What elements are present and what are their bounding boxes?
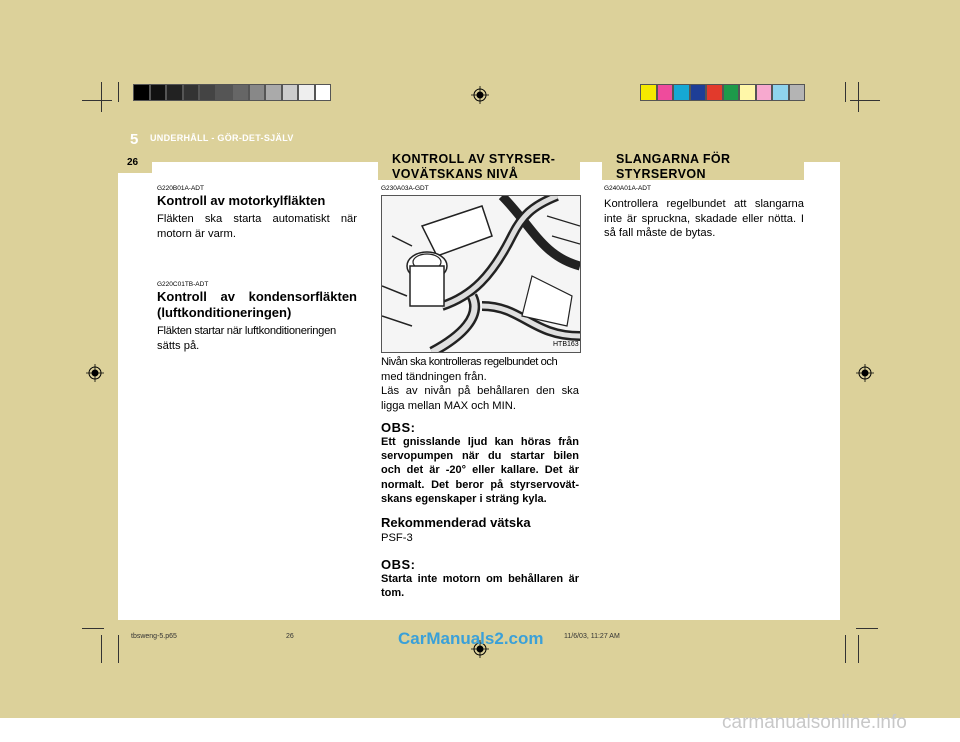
crop-mark <box>118 635 119 663</box>
ref-code: G220B01A-ADT <box>157 185 204 192</box>
calibration-swatch <box>183 84 200 101</box>
watermark-carmanuals: CarManuals2.com <box>398 629 544 648</box>
calibration-swatch <box>199 84 216 101</box>
calibration-swatch <box>166 84 183 101</box>
text-line: Nivån ska kontrolleras regelbundet och <box>381 356 558 368</box>
section-header-steering-fluid <box>392 152 555 182</box>
heading-recommended-fluid: Rekommenderad vätska <box>381 515 531 530</box>
calibration-swatch <box>282 84 299 101</box>
heading-line: (luftkonditioneringen) <box>157 305 292 320</box>
registration-mark-icon <box>856 364 874 382</box>
paragraph <box>381 355 579 413</box>
color-calibration-strip <box>640 84 805 101</box>
header-line: VOVÄTSKANS NIVÅ <box>392 167 519 181</box>
text-line: Starta inte motorn om behållaren är <box>381 573 579 585</box>
ref-code: G220C01TB-ADT <box>157 281 209 288</box>
text-line: Läs av nivån på behållaren den ska <box>381 385 579 397</box>
crop-mark <box>856 628 878 629</box>
paragraph <box>604 197 804 241</box>
calibration-swatch <box>657 84 674 101</box>
calibration-swatch <box>315 84 332 101</box>
header-line: KONTROLL AV STYRSER- <box>392 152 556 166</box>
calibration-swatch <box>265 84 282 101</box>
calibration-swatch <box>723 84 740 101</box>
calibration-swatch <box>133 84 150 101</box>
text-line: servopumpen när du startar bilen <box>381 450 579 463</box>
calibration-swatch <box>249 84 266 101</box>
paragraph <box>157 324 357 353</box>
crop-mark <box>82 628 104 629</box>
calibration-swatch <box>772 84 789 101</box>
calibration-swatch <box>706 84 723 101</box>
watermark-carmanualsonline: carmanualsonline.info <box>722 712 907 733</box>
image-label: HTB163 <box>553 341 579 348</box>
ref-code: G230A03A-GDT <box>381 185 429 192</box>
text-line: motorn är varm. <box>157 227 236 240</box>
heading-condenser-fan <box>157 289 357 321</box>
text-line: ligga mellan MAX och MIN. <box>381 399 516 412</box>
calibration-swatch <box>690 84 707 101</box>
power-steering-reservoir-drawing <box>382 196 580 352</box>
heading-line: Kontroll av kondensorfläkten <box>157 289 357 304</box>
calibration-swatch <box>150 84 167 101</box>
note-label: OBS: <box>381 557 416 572</box>
page-number-tab <box>90 155 152 173</box>
section-title: UNDERHÅLL - GÖR-DET-SJÄLV <box>150 133 294 143</box>
calibration-swatch <box>756 84 773 101</box>
crop-mark <box>101 82 102 112</box>
registration-mark-icon <box>86 364 104 382</box>
calibration-swatch <box>640 84 657 101</box>
footer-timestamp: 11/6/03, 11:27 AM <box>564 633 620 640</box>
calibration-swatch <box>216 84 233 101</box>
text-line: tom. <box>381 587 405 600</box>
crop-mark <box>118 82 119 102</box>
calibration-swatch <box>298 84 315 101</box>
crop-mark <box>850 100 880 101</box>
calibration-swatch <box>789 84 806 101</box>
section-header-hoses <box>616 152 730 182</box>
text-line: Fläkten ska starta automatiskt när <box>157 213 357 225</box>
calibration-swatch <box>232 84 249 101</box>
heading-engine-fan: Kontroll av motorkylfläkten <box>157 193 326 208</box>
text-line: och det är -20° eller kallare. Det är <box>381 464 579 477</box>
crop-mark <box>845 82 846 102</box>
crop-mark <box>858 635 859 663</box>
text-line: Kontrollera regelbundet att slangarna <box>604 198 804 210</box>
fluid-value: PSF-3 <box>381 532 413 544</box>
text-line: så fall måste de bytas. <box>604 227 716 239</box>
registration-mark-icon <box>471 86 489 104</box>
text-line: Fläkten startar när luftkonditioneringen <box>157 325 336 337</box>
crop-mark <box>845 635 846 663</box>
text-line: inte är spruckna, skadade eller nötta. I <box>604 212 804 225</box>
text-line: normalt. Det beror på styrservovät- <box>381 478 579 491</box>
header-line: STYRSERVON <box>616 167 706 181</box>
note-label: OBS: <box>381 420 416 435</box>
note-text <box>381 435 579 506</box>
text-line: skans egenskaper i sträng kyla. <box>381 492 547 505</box>
crop-mark <box>101 635 102 663</box>
text-line: med tändningen från. <box>381 370 487 383</box>
text-line: sätts på. <box>157 339 200 352</box>
calibration-swatch <box>739 84 756 101</box>
grayscale-calibration-strip <box>133 84 331 101</box>
page-number: 26 <box>127 157 139 168</box>
header-line: SLANGARNA FÖR <box>616 152 731 166</box>
engine-bay-illustration <box>381 195 581 353</box>
footer-page: 26 <box>286 633 294 640</box>
calibration-swatch <box>673 84 690 101</box>
note-text <box>381 572 579 600</box>
text-line: Ett gnisslande ljud kan höras från <box>381 436 579 448</box>
crop-mark <box>858 82 859 112</box>
crop-mark <box>82 100 112 101</box>
section-number: 5 <box>130 131 139 148</box>
ref-code: G240A01A-ADT <box>604 185 651 192</box>
paragraph <box>157 212 357 241</box>
footer-filename: tbsweng-5.p65 <box>131 633 177 640</box>
